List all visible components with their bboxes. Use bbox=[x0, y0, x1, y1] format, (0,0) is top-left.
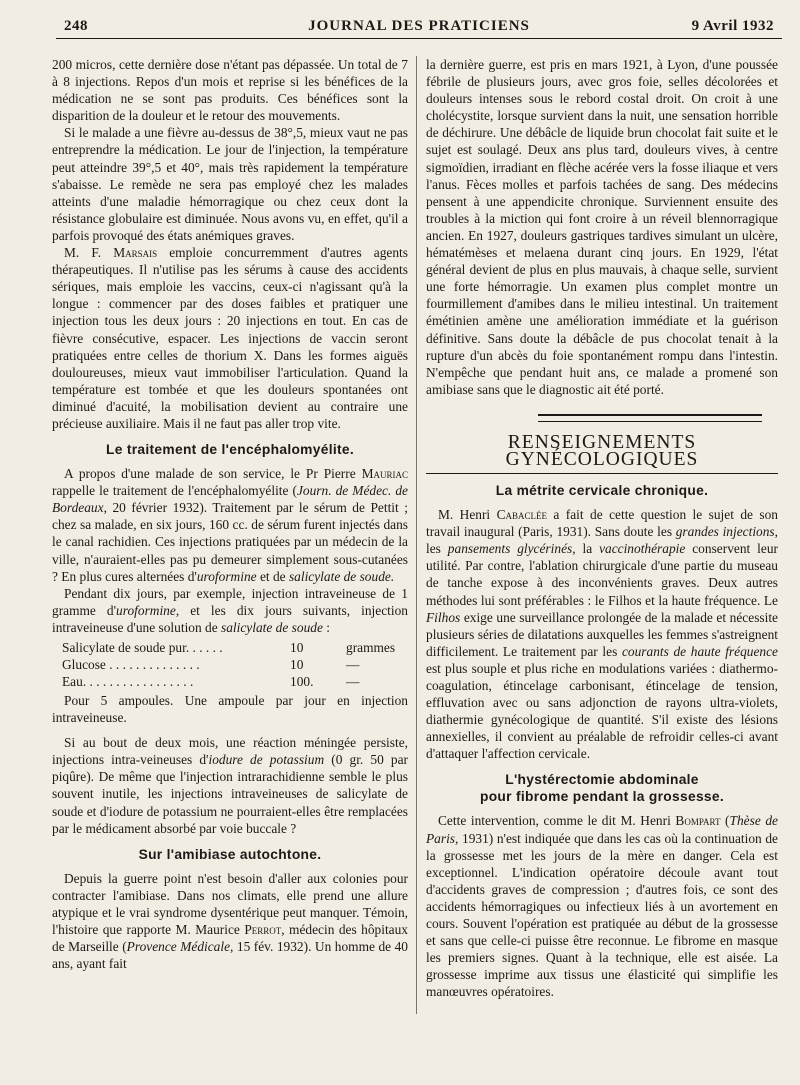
paragraph: A propos d'une malade de son service, le Pr Pierre Mauriac rappelle le traitement de l'encéphalomyélite (Journ. de Médec. de Bordeaux, 20 février 1932). Traitement par le sérum de Pettit ; chez sa malade, en six jours, 160 cc. de sérum furent injectés dans le canal rachidien. Ces injections pratiquées par un médecin de la ville, n'auraient-elles pas pu demeurer simplement sous-cutanées ? En plus cures alternées d'uroformine et de salicylate de soude. bbox=[52, 466, 408, 584]
section-heading: La métrite cervicale chronique. bbox=[495, 483, 709, 499]
section-title: RENSEIGNEMENTS GYNÉCOLOGIQUES bbox=[426, 434, 778, 474]
author-name: Bompart bbox=[675, 813, 721, 829]
journal-title: JOURNAL DES PRATICIENS bbox=[308, 18, 530, 34]
column-divider bbox=[416, 56, 417, 1014]
paragraph: M. Henri Cabaclée a fait de cette question le sujet de son travail inaugural (Paris, 1931). Sans doute les grandes injections, les pansements glycérinés, la vaccinothérapie conservent leur utilité. Par contre, l'ablation chirurgicale d'une partie du museau de tanche expose à des inconvénients graves. Deux autres méthodes lui sont préférables : le Filhos et la haute fréquence. Le Filhos exige une surveillance prolongée de la malade et nécessite plusieurs séries de dilatations auxquelles les femmes s'astreignent difficilement. Le traitement par les courants de haute fréquence est plus souple et plus riche en modulations variées : diathermo-coagulation, étincelage carbonisant, étincelage de tension, effluvation avec ou sans adjonction de rayons ultra-violets, diathermie gynécologique de quantité. S'il existe des lésions annexielles, il convient au préalable de refroidir celles-ci avant d'attaquer l'affection cervicale. bbox=[426, 507, 778, 762]
paragraph: 200 micros, cette dernière dose n'étant pas dépassée. Un total de 7 à 8 injections. Repos d'un mois et reprise si les bénéfices de la médication ne se sont pas produits. Ces bénéfices sont la disparition de la douleur et le retour des mouvements. bbox=[52, 57, 408, 124]
page-number: 248 bbox=[64, 18, 88, 34]
left-column bbox=[52, 56, 408, 972]
source-citation: Provence Médicale bbox=[126, 939, 231, 955]
table-row: Salicylate de soude pur. . . . . . 10 grammes bbox=[62, 640, 396, 655]
paragraph: Si le malade a une fièvre au-dessus de 38°,5, mieux vaut ne pas entreprendre la médication. Le jour de l'injection, la température peut atteindre 39°,5 et 40°, mais très rapidement la température s'abaisse. Le remède ne sera pas employé chez les malades atteints d'une maladie hémorragique ou chez ceux dont la résistance globulaire est diminuée. Nous avons vu, en effet, qu'il a parfois provoqué des états anémiques graves. bbox=[52, 125, 408, 243]
right-column bbox=[426, 56, 778, 1001]
author-name: M. F. Marsais bbox=[64, 245, 158, 261]
paragraph: Si au bout de deux mois, une réaction méningée persiste, injections intra-veineuses d'iodure de potassium (0 gr. 50 par piqûre). De même que l'injection intrarachidienne semble le plus souvent inutile, les injections intraveineuses de salicylate de soude et d'iodure de potassium ne pourraient-elles être remplacées par le médicament absorbé par voie buccale ? bbox=[52, 735, 408, 836]
source-citation: Thèse de Paris bbox=[426, 813, 778, 846]
issue-date: 9 Avril 1932 bbox=[691, 18, 774, 34]
author-name: Cabaclée bbox=[496, 507, 548, 523]
section-heading: Le traitement de l'encéphalomyélite. bbox=[106, 442, 354, 458]
section-rule bbox=[538, 414, 762, 422]
author-name: Mauriac bbox=[361, 466, 408, 482]
paragraph: la dernière guerre, est pris en mars 1921, à Lyon, d'une poussée fébrile de plusieurs jours, avec gros foie, selles décolorées et douleurs intenses sous le rebord costal droit. On croit à une cholécystite, lorsque survient dans la nuit, une sensation horrible de déchirure. Une débâcle de liquide brun chocolat fait suite et le sujet est soulagé. Deux ans plus tard, douleurs vives, à centre sigmoïdien, irradiant en flèche acérée vers la fosse iliaque et vers l'anus. Fèces molles et parfois tachées de sang. Des médecins pensent à une appendicite chronique. Surviennent ensuite des troubles à la miction qui font croire à un réveil blennorragique ancien. En 1927, douleurs gastriques tardives simulant un ulcère, hématémèses et melaena durant cinq jours. En 1929, l'état général devient de plus en plus mauvais, à chaque selle, survient une forte hémorragie. Un examen plus complet montre un fourmillement d'amibes dans le milieu intestinal. Un traitement émétinien amène une amélioration immédiate et la guérison définitive. Sans doute la débâcle de pus chocolat tenait à la rupture d'un abcès du foie spontanément rompu dans l'intestin. N'empêche que pendant huit ans, ce malade a promené son amibiase sans que le diagnostic ait été porté. bbox=[426, 57, 778, 397]
paragraph: Pour 5 ampoules. Une ampoule par jour en injection intraveineuse. bbox=[52, 693, 408, 726]
source-citation: Journ. de Médec. de Bordeaux bbox=[52, 483, 408, 516]
paragraph: M. F. Marsais emploie concurremment d'autres agents thérapeutiques. Il n'utilise pas les sérums à cause des accidents sériques, mais emploie les vaccins, ceux-ci n'agissant qu'à la longue : commencer par des doses faibles et pratiquer une injection tous les deux jours : 20 injections en tout. En cas de fièvre consécutive, espacer. Les injections de vaccin seront pratiquées entre celles de thorium X. Dans les formes aiguës douloureuses, mieux vaut immobiliser l'articulation. Quand la température est tombée et que les douleurs spontanées ont diminué d'acuité, la mobilisation devient au contraire une précieuse auxiliaire. Mais il ne faut pas aller trop vite. bbox=[52, 245, 408, 431]
section-heading: Sur l'amibiase autochtone. bbox=[138, 846, 322, 862]
paragraph: Cette intervention, comme le dit M. Henri Bompart (Thèse de Paris, 1931) n'est indiquée que dans les cas où la continuation de la grossesse met les jours de la mère en danger. Cela est exceptionnel. L'indication opératoire découle avant tout d'accidents graves de compression ; d'autres fois, ce sont des accidents hémorragiques ou infectieux liés à un avortement en cours. Souvent l'opération est pratiquée au début de la grossesse et sans que celle-ci puisse être reconnue. Le fibrome en masque les premiers signes. Quant à la technique, elle est aisée. La grossesse imprime aux tissus une élasticité qui simplifie les manœuvres opératoires. bbox=[426, 813, 778, 1000]
table-row: Glucose . . . . . . . . . . . . . . 10 — bbox=[62, 657, 360, 672]
paragraph: Pendant dix jours, par exemple, injection intraveineuse de 1 gramme d'uroformine, et les dix jours suivants, injection intraveineuse d'une solution de salicylate de soude : bbox=[52, 585, 408, 635]
section-heading: pour fibrome pendant la grossesse. bbox=[479, 789, 725, 805]
section-heading: L'hystérectomie abdominale bbox=[505, 772, 699, 788]
table-row: Eau. . . . . . . . . . . . . . . . . 100. — bbox=[62, 674, 360, 689]
author-name: Perrot bbox=[244, 922, 282, 938]
page-header bbox=[56, 16, 782, 39]
prescription-table bbox=[62, 639, 408, 690]
paragraph: Depuis la guerre point n'est besoin d'aller aux colonies pour contracter l'amibiase. Dans nos climats, elle prend une allure atypique et le vrai syndrome dysentérique peut manquer. Témoin, l'histoire que rapporte M. Maurice Perrot, médecin des hôpitaux de Marseille (Provence Médicale, 15 fév. 1932). Un homme de 40 ans, ayant fait bbox=[52, 870, 408, 972]
